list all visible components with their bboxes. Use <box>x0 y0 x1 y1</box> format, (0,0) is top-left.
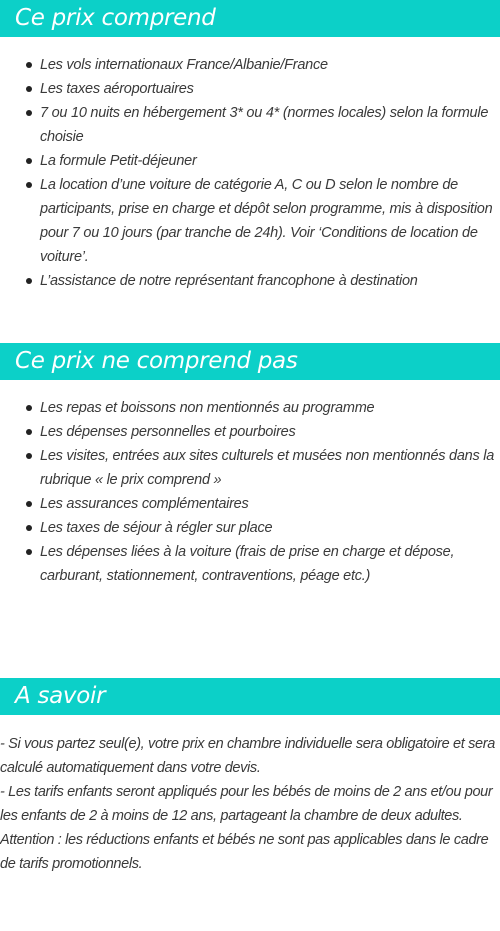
list-item: Les vols internationaux France/Albanie/France <box>40 53 500 77</box>
list-item: La formule Petit-déjeuner <box>40 149 500 173</box>
excludes-title: Ce prix ne comprend pas <box>15 348 298 374</box>
includes-header <box>0 0 500 37</box>
notes-paragraph: - Si vous partez seul(e), votre prix en chambre individuelle sera obligatoire et sera calculé automatiquement dans votre devis. <box>0 736 495 776</box>
notes-title: A savoir <box>15 683 106 709</box>
notes-paragraph: - Les tarifs enfants seront appliqués pour les bébés de moins de 2 ans et/ou pour les enfants de 2 à moins de 12 ans, partageant la chambre de deux adultes. <box>0 784 493 824</box>
includes-title: Ce prix comprend <box>15 5 216 31</box>
notes-header <box>0 678 500 715</box>
list-item: L’assistance de notre représentant francophone à destination <box>40 269 500 293</box>
includes-list <box>0 53 500 293</box>
list-item: Les assurances complémentaires <box>40 492 500 516</box>
excludes-list <box>0 396 500 588</box>
notes-paragraph: Attention : les réductions enfants et bébés ne sont pas applicables dans le cadre de tarifs promotionnels. <box>0 832 489 872</box>
list-item: 7 ou 10 nuits en hébergement 3* ou 4* (normes locales) selon la formule choisie <box>40 101 500 149</box>
list-item: Les visites, entrées aux sites culturels et musées non mentionnés dans la rubrique « le prix comprend » <box>40 444 500 492</box>
list-item: Les taxes de séjour à régler sur place <box>40 516 500 540</box>
list-item: Les dépenses liées à la voiture (frais de prise en charge et dépose, carburant, stationnement, contraventions, péage etc.) <box>40 540 500 588</box>
notes-text <box>0 732 500 876</box>
list-item: Les taxes aéroportuaires <box>40 77 500 101</box>
excludes-header <box>0 343 500 380</box>
list-item: Les dépenses personnelles et pourboires <box>40 420 500 444</box>
list-item: La location d’une voiture de catégorie A, C ou D selon le nombre de participants, prise en charge et dépôt selon programme, mis à disposition pour 7 ou 10 jours (par tranche de 24h). Voir ‘Conditions de location de voiture’. <box>40 173 500 269</box>
list-item: Les repas et boissons non mentionnés au programme <box>40 396 500 420</box>
